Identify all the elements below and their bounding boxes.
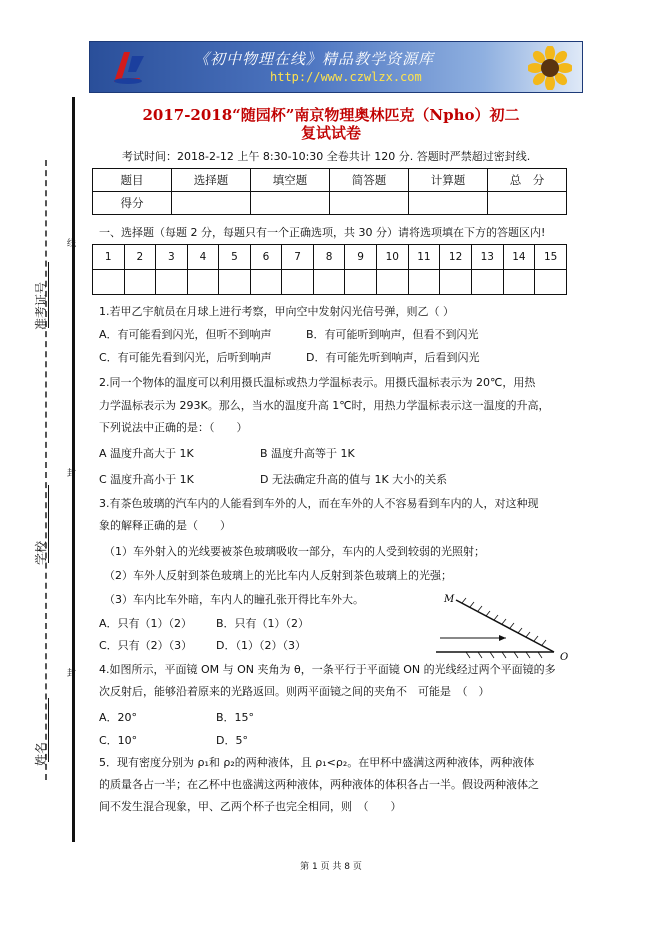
- score-cell[interactable]: [488, 192, 567, 215]
- score-table-row: [93, 192, 567, 215]
- answer-cell[interactable]: [187, 270, 219, 295]
- answer-number: 5: [219, 245, 251, 270]
- score-header-cell: 计算题: [409, 169, 488, 192]
- answer-number: 13: [471, 245, 503, 270]
- q1-option-a: A．有可能看到闪光，但听不到响声: [99, 328, 272, 341]
- q4-option-a: A．20°: [99, 711, 138, 724]
- q3-stem-line1: 3.有茶色玻璃的汽车内的人能看到车外的人，而在车外的人不容易看到车内的人，对这种现: [99, 497, 539, 510]
- answer-cell[interactable]: [503, 270, 535, 295]
- q2-option-a: A 温度升高大于 1K: [99, 447, 194, 460]
- q3-statement-1: （1）车外射入的光线要被茶色玻璃吸收一部分，车内的人受到较弱的光照射；: [104, 545, 485, 558]
- banner-title: 《初中物理在线》精品教学资源库: [194, 50, 435, 68]
- answer-number: 11: [408, 245, 440, 270]
- q3-option-c: C．只有（2）（3）: [99, 639, 193, 652]
- mirror-diagram: [436, 592, 572, 664]
- answer-number: 9: [345, 245, 377, 270]
- header-banner: [89, 41, 583, 93]
- site-logo-icon: [110, 48, 148, 86]
- score-cell[interactable]: [172, 192, 251, 215]
- score-header-cell: 填空题: [251, 169, 330, 192]
- score-table-header-row: [93, 169, 567, 192]
- name-label: 姓名: [34, 741, 48, 766]
- q5-stem-line1: 5．现有密度分别为 ρ₁和 ρ₂的两种液体，且 ρ₁<ρ₂。在甲杯中盛满这两种液体，两种液体: [99, 756, 535, 769]
- answer-number: 15: [535, 245, 567, 270]
- banner-url: http://www.czwlzx.com: [270, 70, 422, 84]
- q5-stem-line2: 的质量各占一半；在乙杯中也盛满这两种液体，两种液体的体积各占一半。假设两种液体之: [99, 778, 539, 791]
- seal-dashed-line: [45, 160, 47, 780]
- q3-statement-2: （2）车外人反射到茶色玻璃上的光比车内人反射到茶色玻璃上的光强；: [104, 569, 452, 582]
- answer-cell[interactable]: [535, 270, 567, 295]
- score-header-cell: 选择题: [172, 169, 251, 192]
- answer-table: [92, 244, 567, 295]
- q3-option-b: B．只有（1）（2）: [216, 617, 310, 630]
- q1-stem: 1.若甲乙宇航员在月球上进行考察，甲向空中发射闪光信号弹，则乙（ ）: [99, 305, 454, 318]
- q1-option-d: D．有可能先听到响声，后看到闪光: [306, 351, 480, 364]
- q2-option-c: C 温度升高小于 1K: [99, 473, 194, 486]
- score-cell[interactable]: [330, 192, 409, 215]
- diagram-label-o: O: [560, 652, 569, 663]
- q2-stem-line1: 2.同一个物体的温度可以利用摄氏温标或热力学温标表示。用摄氏温标表示为 20℃，用热: [99, 376, 536, 389]
- binding-mark-top: 线: [67, 239, 77, 249]
- q3-statement-3: （3）车内比车外暗，车内人的瞳孔张开得比车外大。: [104, 593, 364, 606]
- score-cell[interactable]: [409, 192, 488, 215]
- score-header-cell: 总 分: [488, 169, 567, 192]
- q1-option-b: B．有可能听到响声，但看不到闪光: [306, 328, 479, 341]
- page-number: 第 1 页 共 8 页: [300, 862, 362, 872]
- q3-stem-line2: 象的解释正确的是（ ）: [99, 519, 231, 532]
- score-row-label: 得分: [93, 192, 172, 215]
- answer-number: 7: [282, 245, 314, 270]
- answer-cell[interactable]: [282, 270, 314, 295]
- score-cell[interactable]: [251, 192, 330, 215]
- answer-cell[interactable]: [93, 270, 125, 295]
- q4-option-d: D．5°: [216, 734, 248, 747]
- answer-number: 2: [124, 245, 156, 270]
- answer-number-row: [93, 245, 567, 270]
- q3-option-d: D．（1）（2）（3）: [216, 639, 306, 652]
- page-title: 2017-2018“随园杯”南京物理奥林匹克（Npho）初二: [142, 106, 520, 124]
- q2-stem-line3: 下列说法中正确的是：（ ）: [99, 421, 248, 434]
- answer-number: 4: [187, 245, 219, 270]
- sunflower-icon: [528, 46, 572, 90]
- binding-mark-mid: 封: [67, 469, 77, 479]
- answer-number: 3: [156, 245, 188, 270]
- answer-number: 8: [313, 245, 345, 270]
- score-table: [92, 168, 567, 215]
- answer-cell[interactable]: [376, 270, 408, 295]
- answer-cell[interactable]: [156, 270, 188, 295]
- mirror-om: [456, 600, 554, 652]
- answer-input-row: [93, 270, 567, 295]
- answer-number: 10: [376, 245, 408, 270]
- q1-option-c: C．有可能先看到闪光，后听到响声: [99, 351, 272, 364]
- answer-number: 6: [250, 245, 282, 270]
- q4-option-b: B．15°: [216, 711, 255, 724]
- answer-cell[interactable]: [408, 270, 440, 295]
- school-field[interactable]: [48, 485, 49, 563]
- answer-cell[interactable]: [124, 270, 156, 295]
- q2-stem-line2: 力学温标表示为 293K。那么，当水的温度升高 1℃时，用热力学温标表示这一温度的升高，: [99, 399, 550, 412]
- section-instruction: 一、选择题（每题 2 分，每题只有一个正确选项，共 30 分）请将选项填在下方的答题区内!: [99, 226, 546, 239]
- answer-number: 12: [440, 245, 472, 270]
- answer-cell[interactable]: [345, 270, 377, 295]
- q4-stem-line1: 4.如图所示，平面镜 OM 与 ON 夹角为 θ，一条平行于平面镜 ON 的光线经过两个平面镜的多: [99, 663, 556, 676]
- answer-number: 14: [503, 245, 535, 270]
- diagram-label-m: M: [444, 594, 455, 605]
- answer-cell[interactable]: [471, 270, 503, 295]
- answer-cell[interactable]: [440, 270, 472, 295]
- answer-cell[interactable]: [219, 270, 251, 295]
- answer-cell[interactable]: [313, 270, 345, 295]
- q4-stem-line2: 次反射后，能够沿着原来的光路返回。则两平面镜之间的夹角不 可能是 （ ）: [99, 685, 490, 698]
- score-header-cell: 简答题: [330, 169, 409, 192]
- answer-number: 1: [93, 245, 125, 270]
- exam-id-field[interactable]: [48, 262, 49, 328]
- binding-mark-bottom: 封: [67, 669, 77, 679]
- exam-info: 考试时间：2018-2-12 上午 8:30-10:30 全卷共计 120 分. 答题时严禁超过密封线.: [122, 150, 531, 163]
- score-header-cell: 题目: [93, 169, 172, 192]
- page-subtitle: 复试试卷: [300, 124, 361, 142]
- answer-cell[interactable]: [250, 270, 282, 295]
- q5-stem-line3: 间不发生混合现象，甲、乙两个杯子也完全相同，则 （ ）: [99, 800, 402, 813]
- q4-option-c: C．10°: [99, 734, 138, 747]
- exam-id-label: 准考证号: [34, 281, 48, 330]
- school-label: 学校: [34, 540, 48, 565]
- q3-option-a: A．只有（1）（2）: [99, 617, 193, 630]
- q2-option-d: D 无法确定升高的值与 1K 大小的关系: [260, 473, 448, 486]
- name-field[interactable]: [48, 698, 49, 762]
- q2-option-b: B 温度升高等于 1K: [260, 447, 355, 460]
- incident-ray-arrow-icon: [499, 635, 506, 641]
- mirror-on-hatching: [466, 652, 542, 658]
